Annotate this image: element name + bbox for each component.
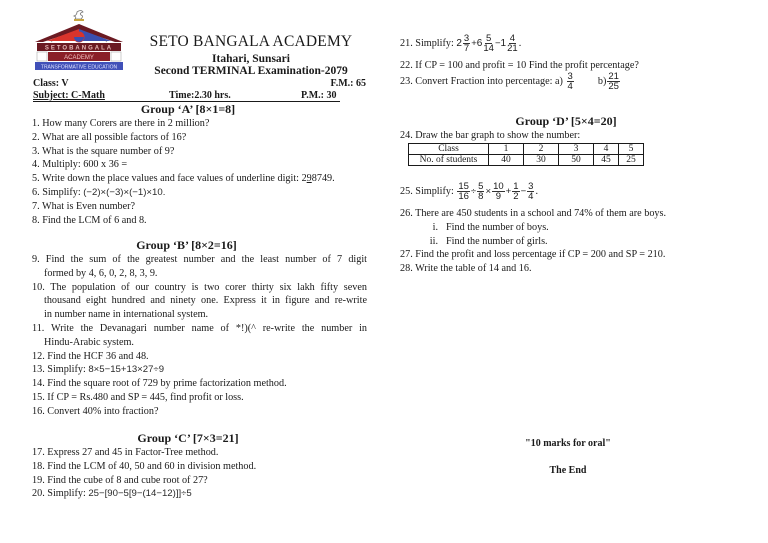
subject-label: Subject: C-Math [33, 90, 105, 101]
question-11: 11. Write the Devanagari number name of *!)(^ re-write the number in Hindu-Arabic system. [32, 322, 367, 348]
question-3: 3. What is the square number of 9? [32, 145, 175, 157]
svg-text:TRANSFORMATIVE EDUCATION: TRANSFORMATIVE EDUCATION [40, 64, 118, 71]
full-marks: F.M.: 65 [330, 78, 366, 89]
group-c-heading: Group ‘C’ [7×3=21] [137, 431, 239, 445]
question-1: 1. How many Corers are there in 2 million? [32, 118, 210, 129]
question-14: 14. Find the square root of 729 by prime factorization method. [32, 378, 287, 390]
school-logo [33, 8, 125, 72]
group-b [32, 238, 367, 419]
question-27: 27. Find the profit and loss percentage if CP = 200 and SP = 210. [400, 249, 666, 261]
question-19: 19. Find the cube of 8 and cube root of 27? [32, 474, 208, 486]
question-18: 18. Find the LCM of 40, 50 and 60 in division method. [32, 460, 257, 472]
question-2: 2. What are all possible factors of 16? [32, 131, 187, 143]
svg-text:ACADEMY: ACADEMY [64, 55, 94, 61]
logo-emblem-icon [33, 8, 125, 72]
question-25: 25. Simplify: $\frac{15}{16}$ ÷ $\frac{5}{8}$ × $\frac{10}{9}$ + $\frac{1}{2}$ − $\frac{3}{4}$ . [400, 181, 539, 202]
pass-marks: P.M.: 30 [301, 90, 337, 101]
group-d [400, 114, 700, 166]
fraction: $\frac{5}{14}$ [483, 33, 494, 54]
question-21: 21. Simplify: 2 $\frac{3}{7}$ +6 $\frac{5}{14}$ −1 $\frac{4}{21}$ . [400, 33, 522, 54]
fraction: $\frac{3}{4}$ [528, 181, 534, 202]
group-d-heading: Group ‘D’ [5×4=20] [515, 114, 617, 128]
question-13: 13. Simplify: 8×5−15+13×27÷9 [32, 364, 165, 376]
q13-expression: 8×5−15+13×27÷9 [88, 364, 165, 376]
questions-26-28 [400, 207, 720, 276]
question-26: 26. There are 450 students in a school and 74% of them are boys. [400, 208, 667, 219]
students-table [408, 143, 644, 166]
table-row-students: No. of students 40 30 50 45 25 [409, 154, 644, 165]
question-17: 17. Express 27 and 45 in Factor-Tree method. [32, 447, 219, 458]
meta-row-subject [33, 90, 340, 102]
question-7: 7. What is Even number? [32, 200, 136, 212]
group-c [32, 431, 370, 501]
fraction-a: $\frac{3}{4}$ [567, 71, 573, 92]
table-row-class: Class 1 2 3 4 5 [409, 143, 644, 154]
underlined-digit: 9 [306, 173, 312, 185]
q6-expression: (−2)×(−3)×(−1)×10. [83, 186, 166, 198]
question-24: 24. Draw the bar graph to show the number: [400, 130, 581, 141]
fraction: $\frac{10}{9}$ [493, 181, 504, 202]
question-12: 12. Find the HCF 36 and 48. [32, 350, 149, 362]
question-23: 23. Convert Fraction into percentage: a) $\frac{3}{4}$ b) $\frac{21}{25}$ [400, 71, 619, 92]
fraction: $\frac{3}{7}$ [463, 33, 470, 54]
question-28: 28. Write the table of 14 and 16. [400, 263, 532, 275]
question-20: 20. Simplify: 25−[90−5[9−(14−12)]]÷5 [32, 488, 192, 500]
exam-title: Second TERMINAL Examination-2079 [154, 65, 348, 77]
question-26-subparts [400, 221, 720, 249]
time-label: Time:2.30 hrs. [169, 90, 231, 101]
end-text: The End [549, 465, 587, 476]
question-9: 9. Find the sum of the greatest number and the least number of 7 digit formed by 4, 6, 0, 2, 8, 3, 9. [32, 254, 367, 279]
q20-expression: 25−[90−5[9−(14−12)]]÷5 [88, 488, 192, 500]
question-4: 4. Multiply: 600 x 36 = [32, 159, 128, 171]
question-6: 6. Simplify: (−2)×(−3)×(−1)×10. [32, 186, 166, 198]
oral-marks-note: "10 marks for oral" [525, 438, 611, 449]
question-8: 8. Find the LCM of 6 and 8. [32, 214, 147, 226]
fraction: $\frac{1}{2}$ [513, 181, 519, 202]
fraction: $\frac{5}{8}$ [478, 181, 484, 202]
subpart-i: i. Find the number of boys. [432, 221, 549, 233]
question-22: 22. If CP = 100 and profit = 10 Find the profit percentage? [400, 60, 639, 71]
group-a-heading: Group ‘A’ [8×1=8] [140, 102, 236, 116]
svg-text:SETOBANGALA: SETOBANGALA [44, 45, 114, 52]
fraction-b: $\frac{21}{25}$ [608, 71, 619, 92]
question-10: 10. The population of our country is two corer thirty six lakh fifty seven thousand eight hundred and ninety one. Express it in figure and re-write in number name in international system. [32, 281, 367, 321]
subpart-ii: ii. Find the number of girls. [429, 235, 548, 247]
question-5: 5. Write down the place values and face values of underline digit: 298749. [32, 173, 335, 185]
question-15: 15. If CP = Rs.480 and SP = 445, find profit or loss. [32, 391, 244, 403]
meta-row-class [33, 78, 366, 89]
group-b-heading: Group ‘B’ [8×2=16] [136, 238, 237, 252]
fraction: $\frac{4}{21}$ [507, 33, 518, 54]
school-name: SETO BANGALA ACADEMY [149, 33, 353, 50]
school-location: Itahari, Sunsari [212, 53, 290, 65]
group-a [32, 102, 370, 227]
class-label: Class: V [33, 78, 69, 89]
fraction: $\frac{15}{16}$ [458, 181, 469, 202]
question-16: 16. Convert 40% into fraction? [32, 405, 159, 417]
